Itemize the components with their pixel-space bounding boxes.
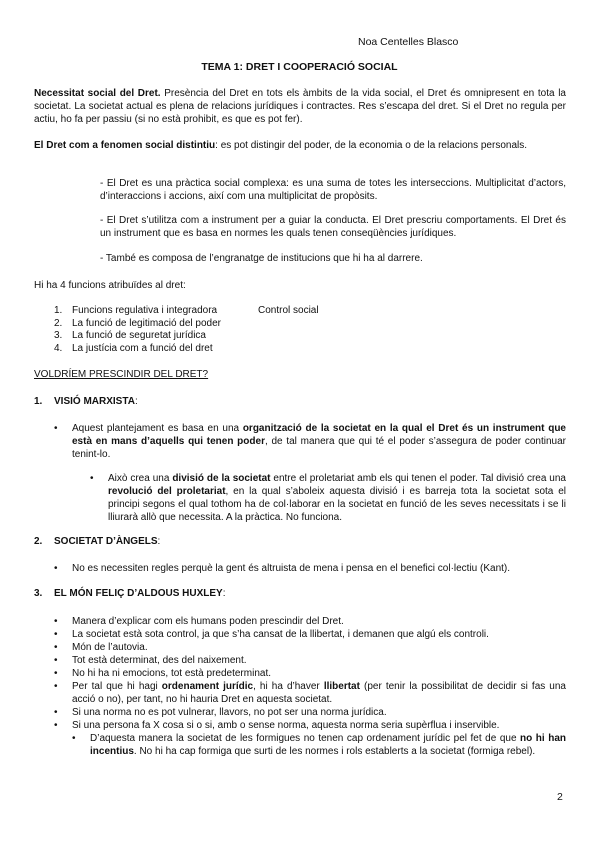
- section-title: EL MÓN FELIÇ D’ALDOUS HUXLEY: [54, 588, 223, 599]
- section-number: 1.: [34, 396, 43, 407]
- text: D’aquesta manera la societat de les formigues no tenen cap ordenament jurídic pel fet de que: [90, 733, 521, 744]
- bullet-huxley-9: [72, 732, 566, 758]
- bullet-huxley-1: [54, 615, 566, 628]
- section-number: 2.: [34, 536, 43, 547]
- section-number: 3.: [34, 588, 43, 599]
- text-bold: ordenament jurídic: [161, 681, 254, 692]
- list-item: [54, 343, 319, 356]
- text: Aquest plantejament es basa en una: [72, 423, 243, 434]
- text: La societat està sota control, ja que s’ha cansat de la llibertat, i demanen que algú els controli.: [72, 629, 489, 640]
- bullet-huxley-2: [54, 628, 566, 641]
- paragraph-social-phenomenon: [34, 139, 566, 152]
- text: Per tal que hi hagi: [72, 681, 162, 692]
- bullet-icon: •: [54, 681, 58, 692]
- section-colon: :: [134, 396, 138, 407]
- paragraph-social-need: [34, 87, 566, 126]
- dash-item-institutions: - També es composa de l’engranatge de institucions que hi ha al darrere.: [100, 253, 423, 264]
- bullet-icon: •: [54, 720, 58, 731]
- bullet-angels-1: [54, 562, 566, 575]
- bullet-icon: •: [72, 733, 76, 744]
- section-title: VISIÓ MARXISTA: [54, 396, 135, 407]
- bullet-huxley-4: [54, 654, 566, 667]
- text: Tot està determinat, des del naixement.: [72, 655, 247, 666]
- list-extra: Control social: [258, 305, 319, 316]
- text: Si una persona fa X cosa si o si, amb o sense norma, aquesta norma seria supèrflua i inservible.: [72, 720, 500, 731]
- question-link[interactable]: VOLDRÍEM PRESCINDIR DEL DRET?: [34, 369, 209, 380]
- bullet-huxley-5: [54, 667, 566, 680]
- list-item: [54, 305, 319, 318]
- bullet-icon: •: [90, 473, 94, 484]
- bullet-icon: •: [54, 629, 58, 640]
- bullet-marxist-1: [54, 422, 566, 461]
- text: No es necessiten regles perquè la gent és altruista de mena i pensa en el benefici col·lectiu (Kant).: [72, 563, 511, 574]
- bullet-icon: •: [54, 423, 58, 434]
- bullet-huxley-8: [54, 719, 566, 732]
- dash-item-instrument: - El Dret s’utilitza com a instrument per a guiar la conducta. El Dret prescriu comportaments. El Dret és un instrument que es basa en normes les quals tenen conseqüències jurídiques.: [100, 215, 566, 239]
- functions-intro: Hi ha 4 funcions atribuïdes al dret:: [34, 280, 186, 291]
- bullet-marxist-2: [90, 472, 566, 524]
- page-title: TEMA 1: DRET I COOPERACIÓ SOCIAL: [201, 61, 398, 73]
- text: , en la qual s’aboleix aquesta divisió i es barreja tota la societat sota el principi segons el qual tothom ha de col·laborar en la societat en funció de les seves necessitats i se li lliurarà allò que necessita. A la pràctica. No funciona.: [108, 486, 566, 523]
- text: Si una norma no es pot vulnerar, llavors, no pot ser una norma jurídica.: [72, 707, 387, 718]
- functions-list: [54, 305, 319, 355]
- section-heading-huxley: [34, 588, 226, 599]
- text: , de tal manera que qui té el poder s’assegura de poder continuar tenint-lo.: [72, 436, 566, 460]
- text: Món de l’autovia.: [72, 642, 148, 653]
- dash-item-complex-practice: - El Dret es una pràctica social complexa: es una suma de totes les interseccions. Multiplicitat d’actors, d’interaccions i accions, així com una multiplicitat de propòsits.: [100, 178, 566, 202]
- bullet-huxley-6: [54, 680, 566, 706]
- paragraph-social-need-text: Presència del Dret en tots els àmbits de la vida social, el Dret és omnipresent en tota la societat. La societat actual es plena de relacions jurídiques i contractes. Res s’escapa del dret. Si el Dret no regula per actiu, ho fa per passiu (si no està prohibit, es que es pot fer).: [34, 88, 566, 125]
- bullet-icon: •: [54, 563, 58, 574]
- section-colon: :: [157, 536, 161, 547]
- paragraph-social-phenomenon-heading: El Dret com a fenomen social distintiu: [34, 140, 216, 151]
- text: Manera d’explicar com els humans poden prescindir del Dret.: [72, 616, 344, 627]
- bullet-icon: •: [54, 668, 58, 679]
- text-bold: divisió de la societat: [172, 473, 271, 484]
- text-bold: no hi han incentius: [90, 733, 566, 757]
- author-name: Noa Centelles Blasco: [358, 36, 459, 48]
- page-number: 2: [557, 791, 563, 803]
- text: (per tenir la possibilitat de decidir si fas una acció o no), per tant, no hi hauria Dret en aquesta societat.: [72, 681, 566, 705]
- text: Això crea una: [108, 473, 173, 484]
- text: No hi ha ni emocions, tot està predeterminat.: [72, 668, 271, 679]
- list-number: 2.: [54, 317, 63, 329]
- bullet-icon: •: [54, 655, 58, 666]
- paragraph-social-phenomenon-text: : es pot distingir del poder, de la economia o de la relacions personals.: [215, 140, 528, 151]
- section-colon: :: [222, 588, 226, 599]
- text-bold: organització de la societat en la qual el Dret és un instrument que està en mans d’aquells qui tenen poder: [72, 423, 566, 447]
- bullet-icon: •: [54, 642, 58, 653]
- list-text: La funció de seguretat jurídica: [72, 330, 206, 341]
- list-number: 3.: [54, 330, 63, 341]
- list-number: 4.: [54, 342, 63, 354]
- text-bold: llibertat: [323, 681, 360, 692]
- list-item: [54, 318, 319, 331]
- list-text: La justícia com a funció del dret: [72, 342, 213, 354]
- list-text: La funció de legitimació del poder: [72, 317, 221, 329]
- paragraph-social-need-heading: Necessitat social del Dret.: [34, 88, 161, 99]
- text: entre el proletariat amb els qui tenen el poder. Tal divisió crea una: [270, 473, 566, 484]
- text: , hi ha d’haver: [253, 681, 324, 692]
- section-heading-marxist: [34, 396, 138, 407]
- list-item: [54, 330, 319, 343]
- bullet-icon: •: [54, 616, 58, 627]
- section-heading-angels: [34, 536, 160, 547]
- list-text: Funcions regulativa i integradora: [72, 305, 218, 316]
- bullet-icon: •: [54, 707, 58, 718]
- text: . No hi ha cap formiga que surti de les normes i rols establerts a la societat (formiga rebel).: [133, 746, 536, 757]
- bullet-huxley-3: [54, 641, 566, 654]
- text-bold: revolució del proletariat: [108, 486, 226, 497]
- section-title: SOCIETAT D’ÀNGELS: [54, 536, 158, 547]
- bullet-huxley-7: [54, 706, 566, 719]
- list-number: 1.: [54, 305, 63, 316]
